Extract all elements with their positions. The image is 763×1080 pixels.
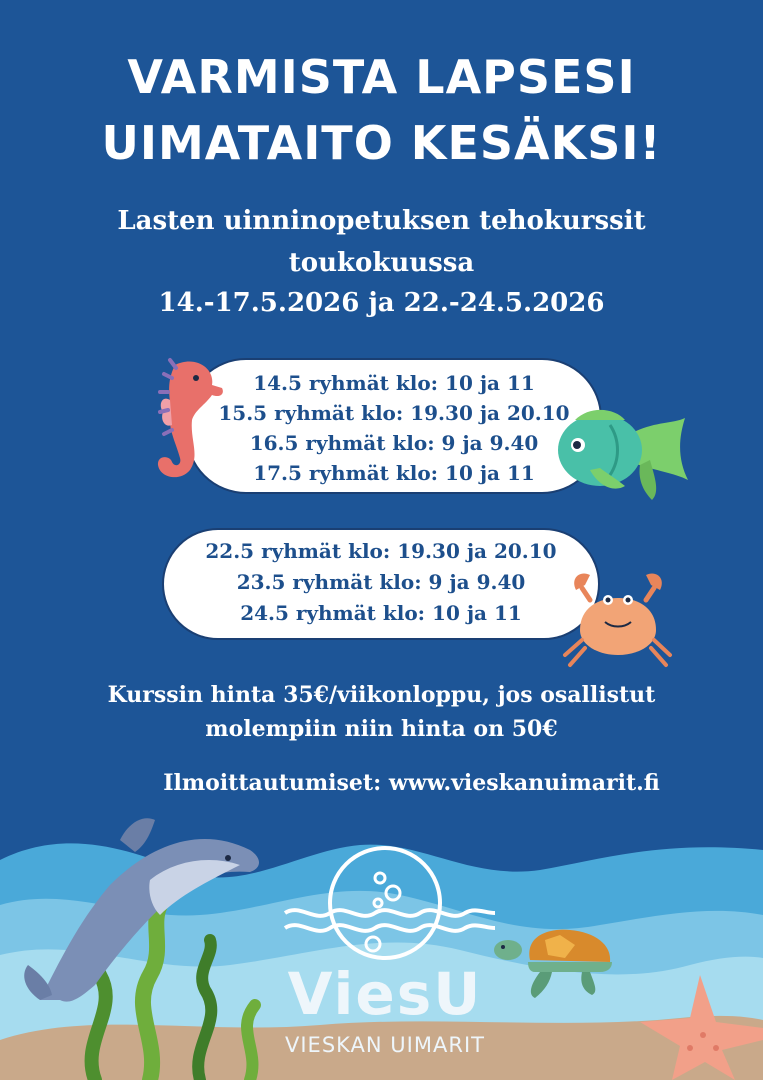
price-line-2: molempiin niin hinta on 50€ bbox=[205, 716, 558, 742]
logo-name: VIESKAN UIMARIT bbox=[285, 1033, 485, 1057]
registration-link[interactable]: Ilmoittautumiset: www.vieskanuimarit.fi bbox=[163, 770, 660, 796]
schedule-item: 15.5 ryhmät klo: 19.30 ja 20.10 bbox=[218, 401, 570, 425]
price-line-1: Kurssin hinta 35€/viikonloppu, jos osallistut bbox=[107, 682, 656, 708]
schedule-item: 22.5 ryhmät klo: 19.30 ja 20.10 bbox=[205, 539, 557, 563]
schedule-item: 16.5 ryhmät klo: 9 ja 9.40 bbox=[249, 431, 539, 455]
logo-wordmark: ViesU bbox=[287, 960, 483, 1028]
headline-line-2: UIMATAITO KESÄKSI! bbox=[101, 116, 662, 170]
schedule-item: 17.5 ryhmät klo: 10 ja 11 bbox=[253, 461, 535, 485]
schedule-item: 14.5 ryhmät klo: 10 ja 11 bbox=[253, 371, 535, 395]
subheading-line-1: Lasten uinninopetuksen tehokurssit bbox=[117, 206, 646, 236]
schedule-item: 23.5 ryhmät klo: 9 ja 9.40 bbox=[236, 570, 526, 594]
headline-line-1: VARMISTA LAPSESI bbox=[127, 50, 636, 104]
subheading-line-2: toukokuussa bbox=[288, 248, 475, 278]
schedule-item: 24.5 ryhmät klo: 10 ja 11 bbox=[240, 601, 522, 625]
course-dates: 14.-17.5.2026 ja 22.-24.5.2026 bbox=[158, 288, 605, 318]
